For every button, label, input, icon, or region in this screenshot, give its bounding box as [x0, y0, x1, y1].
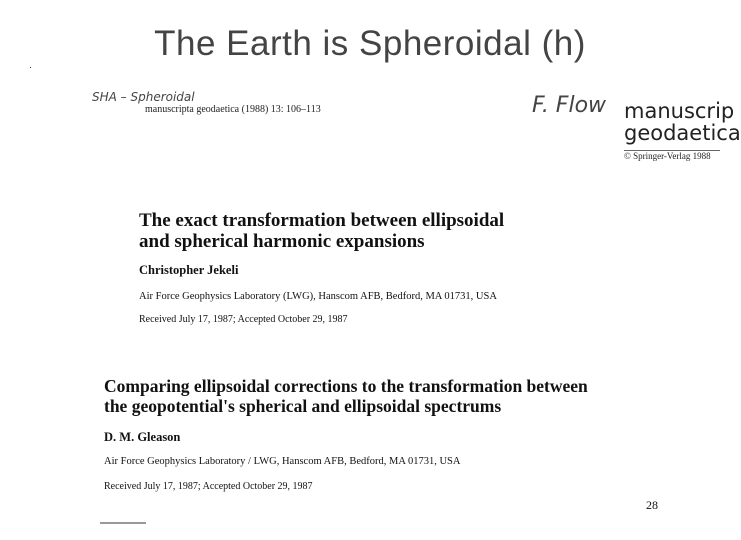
paper-author: D. M. Gleason	[104, 430, 181, 444]
slide-title: The Earth is Spheroidal (h)	[154, 24, 586, 63]
paper-title-line1: The exact transformation between ellipsoidal	[139, 210, 505, 231]
paper-title-line1: Comparing ellipsoidal corrections to the transformation between	[104, 376, 588, 396]
paper-affiliation: Air Force Geophysics Laboratory (LWG), Hanscom AFB, Bedford, MA 01731, USA	[139, 291, 497, 302]
paper-received-date: Received July 17, 1987; Accepted October 29, 1987	[139, 314, 348, 325]
scan-artifact	[100, 522, 146, 524]
journal-citation: manuscripta geodaetica (1988) 13: 106–113	[145, 104, 321, 115]
handwritten-signature: F. Flow	[532, 93, 607, 118]
journal-logo-line1: manuscrip	[624, 99, 735, 123]
journal-logo	[624, 99, 741, 162]
paper-title-line2: the geopotential's spherical and ellipsoidal spectrums	[104, 396, 502, 416]
paper-received-date: Received July 17, 1987; Accepted October 29, 1987	[104, 481, 313, 492]
handwritten-note: SHA – Spheroidal	[92, 90, 195, 104]
paper-affiliation: Air Force Geophysics Laboratory / LWG, Hanscom AFB, Bedford, MA 01731, USA	[104, 456, 461, 467]
page-number: 28	[646, 498, 658, 512]
copyright-notice: © Springer-Verlag 1988	[624, 151, 711, 161]
paper-author: Christopher Jekeli	[139, 263, 239, 277]
logo-divider	[624, 150, 720, 151]
journal-logo-line2: geodaetica	[624, 121, 741, 145]
paper-title-line2: and spherical harmonic expansions	[139, 231, 425, 252]
